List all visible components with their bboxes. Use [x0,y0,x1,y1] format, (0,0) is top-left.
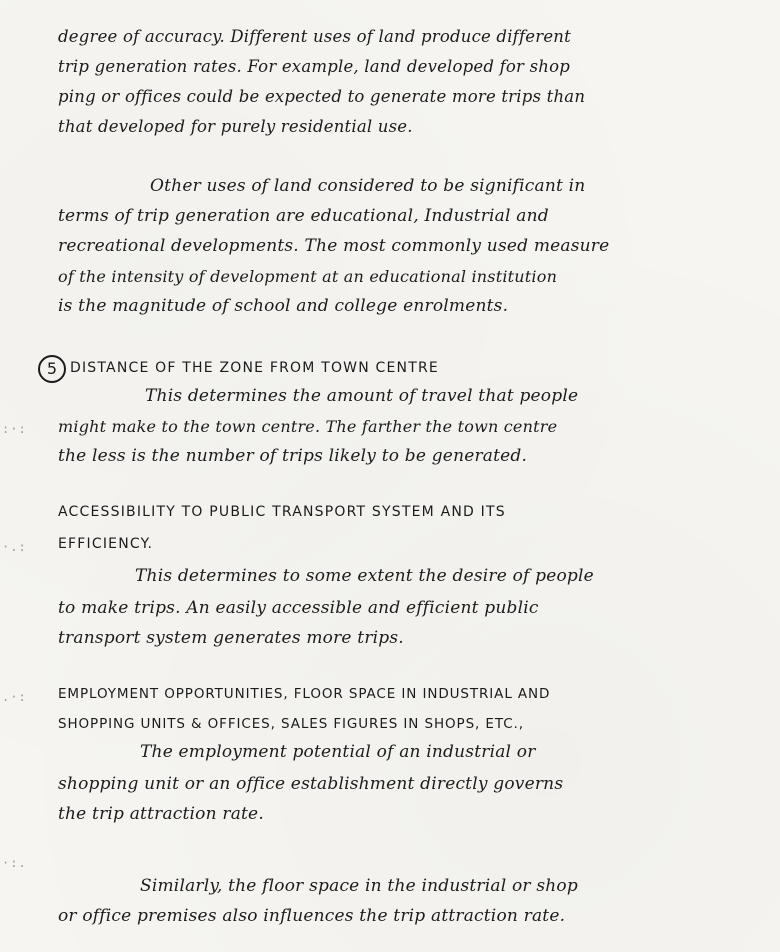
section-5-line-1: This determines the amount of travel that people [145,386,579,406]
employment-heading-line-1: EMPLOYMENT OPPORTUNITIES, FLOOR SPACE IN INDUSTRIAL AND [58,686,551,702]
section-5-line-3: the less is the number of trips likely to be generated. [58,446,528,466]
paragraph-1-line-1: degree of accuracy. Different uses of land produce different [58,27,571,46]
accessibility-heading-line-2: EFFICIENCY. [58,536,154,552]
paragraph-1-line-3: ping or offices could be expected to generate more trips than [58,87,586,106]
paragraph-2-line-5: is the magnitude of school and college enrolments. [58,296,509,316]
accessibility-line-1: This determines to some extent the desire of people [135,566,594,586]
bleed-through-marks: ·:. [2,856,27,870]
employment-heading-line-2: SHOPPING UNITS & OFFICES, SALES FIGURES IN SHOPS, ETC., [58,716,524,732]
last-paragraph-line-2: or office premises also influences the trip attraction rate. [58,906,566,926]
accessibility-line-3: transport system generates more trips. [58,628,404,648]
section-number-marker: 5 [38,355,66,383]
last-paragraph-line-1: Similarly, the floor space in the industrial or shop [140,876,578,896]
employment-line-2: shopping unit or an office establishment directly governs [58,774,564,794]
paragraph-2-line-4: of the intensity of development at an educational institution [58,267,558,286]
paragraph-2-line-2: terms of trip generation are educational, Industrial and [58,206,549,226]
bleed-through-marks: .·: [2,690,27,704]
paragraph-2-line-1: Other uses of land considered to be significant in [150,176,586,196]
section-5-heading: DISTANCE OF THE ZONE FROM TOWN CENTRE [70,360,439,376]
bleed-through-marks: :·: [2,422,27,436]
employment-line-3: the trip attraction rate. [58,804,264,824]
bleed-through-marks: ·.: [2,540,27,554]
paragraph-1-line-2: trip generation rates. For example, land developed for shop [58,57,570,76]
accessibility-heading-line-1: ACCESSIBILITY TO PUBLIC TRANSPORT SYSTEM AND ITS [58,504,506,520]
paragraph-2-line-3: recreational developments. The most commonly used measure [58,236,610,256]
employment-line-1: The employment potential of an industrial or [140,742,536,762]
accessibility-line-2: to make trips. An easily accessible and efficient public [58,598,539,618]
section-5-line-2: might make to the town centre. The farther the town centre [58,417,558,436]
paragraph-1-line-4: that developed for purely residential use. [58,117,413,136]
